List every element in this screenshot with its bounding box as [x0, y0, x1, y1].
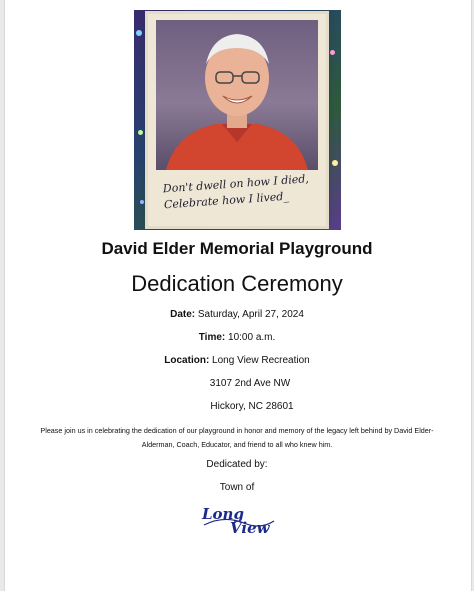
- invitation-text: [28, 424, 446, 452]
- invitation-line-2: Alderman, Coach, Educator, and friend to all who knew him.: [141, 440, 333, 449]
- time-value: 10:00 a.m.: [225, 332, 276, 343]
- location-label: Location:: [164, 355, 210, 366]
- caption-line-1: Don't dwell on how I died,: [162, 172, 310, 196]
- dedicated-by: Dedicated by:: [206, 459, 268, 470]
- date-label: Date:: [170, 309, 196, 320]
- photo-card: [148, 14, 326, 226]
- portrait-image: [156, 20, 318, 170]
- page-subtitle: Dedication Ceremony: [131, 271, 343, 296]
- address-line-2: Hickory, NC 28601: [210, 401, 294, 412]
- invitation-line-1: Please join us in celebrating the dedication of our playground in honor and memory of the legacy left behind by David Elder-: [40, 426, 434, 435]
- date-value: Saturday, April 27, 2024: [195, 309, 304, 320]
- time-line: [0, 332, 474, 343]
- location-line: [0, 355, 474, 366]
- logo-word-view: View: [230, 519, 270, 537]
- time-label: Time:: [198, 332, 226, 343]
- address-line-1: 3107 2nd Ave NW: [209, 378, 291, 389]
- town-of: Town of: [219, 482, 255, 493]
- location-value: Long View Recreation: [209, 355, 310, 366]
- page-title: David Elder Memorial Playground: [101, 239, 373, 258]
- date-line: [0, 309, 474, 320]
- handwritten-caption: [154, 164, 323, 221]
- logo-word-long: Long: [202, 505, 244, 523]
- memorial-photo: [134, 10, 341, 230]
- caption-line-2: Celebrate how I lived_: [163, 189, 290, 212]
- long-view-logo: [200, 503, 278, 543]
